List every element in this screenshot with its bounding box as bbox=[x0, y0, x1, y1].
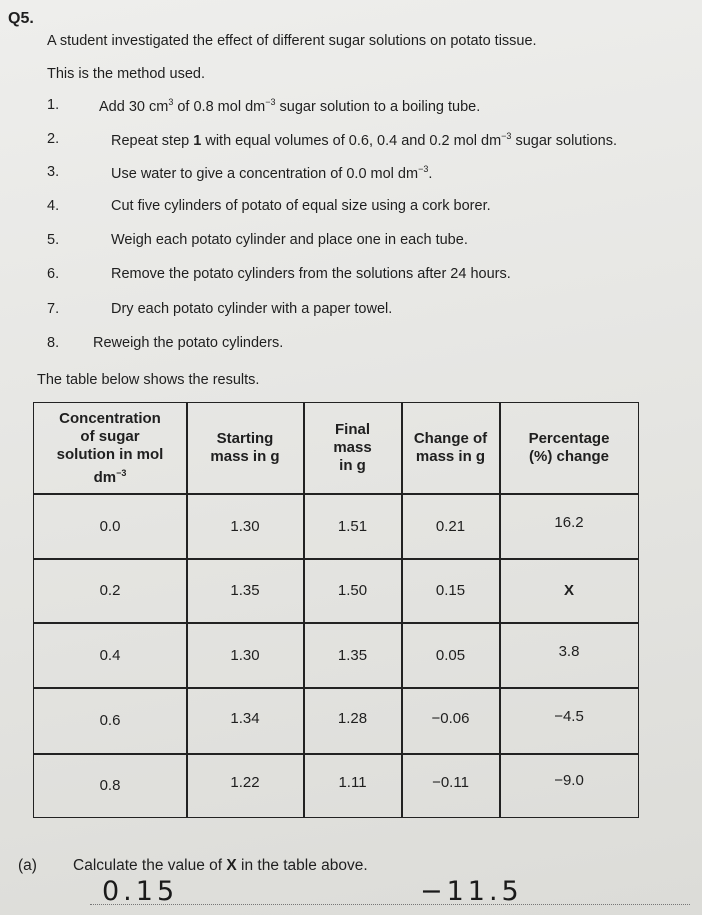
table-cell: 1.35 bbox=[337, 646, 368, 664]
step-text: Use water to give a concentration of 0.0 mol $dm^{-3}$. bbox=[111, 164, 433, 182]
table-cell: −0.11 bbox=[432, 773, 469, 791]
table-cell: −4.5 bbox=[554, 707, 584, 725]
table-cell: 1.11 bbox=[338, 773, 367, 791]
table-cell: 0.4 bbox=[99, 646, 121, 664]
table-cell: 1.30 bbox=[230, 646, 260, 664]
table-intro: The table below shows the results. bbox=[37, 372, 260, 388]
handwritten-answer-2: −11.5 bbox=[420, 876, 523, 907]
step-text: Remove the potato cylinders from the solutions after 24 hours. bbox=[111, 266, 511, 282]
step-text: Cut five cylinders of potato of equal size using a cork borer. bbox=[111, 198, 491, 214]
step-number: 4. bbox=[47, 198, 60, 214]
table-cell: 0.0 bbox=[99, 517, 121, 535]
header-change-of-mass: Change of mass in g bbox=[413, 430, 488, 465]
step-text: Dry each potato cylinder with a paper towel. bbox=[111, 301, 393, 317]
header-starting-mass: Starting mass in g bbox=[210, 430, 280, 465]
table-cell: 0.8 bbox=[99, 776, 121, 794]
question-number: Q5. bbox=[8, 10, 34, 27]
table-cell: 1.34 bbox=[230, 709, 260, 727]
step-text: Add 30 $cm^3$ of 0.8 mol $dm^{-3}$ sugar solution to a boiling tube. bbox=[99, 97, 481, 115]
results-table bbox=[33, 402, 639, 818]
table-cell: 1.51 bbox=[337, 517, 368, 535]
step-number: 2. bbox=[47, 131, 60, 147]
table-cell: 1.28 bbox=[337, 709, 368, 727]
table-cell: 0.2 bbox=[99, 582, 121, 599]
table-cell: 3.8 bbox=[558, 642, 580, 660]
part-a-text: Calculate the value of X in the table above. bbox=[73, 857, 368, 874]
step-number: 6. bbox=[47, 266, 60, 282]
table-cell: 0.6 bbox=[99, 712, 121, 729]
step-number: 5. bbox=[47, 232, 60, 248]
table-cell: 0.15 bbox=[435, 582, 466, 599]
table-cell: 1.22 bbox=[230, 773, 260, 791]
header-final-mass: Final mass in g bbox=[333, 421, 372, 474]
table-cell: 1.35 bbox=[230, 582, 260, 599]
method-intro: This is the method used. bbox=[47, 66, 205, 82]
answer-line bbox=[90, 904, 690, 905]
table-cell: 0.21 bbox=[435, 517, 466, 535]
table-cell: 1.50 bbox=[337, 582, 368, 599]
step-text: Weigh each potato cylinder and place one in each tube. bbox=[111, 232, 468, 248]
step-number: 1. bbox=[47, 97, 60, 113]
table-cell: 1.30 bbox=[230, 517, 260, 535]
step-number: 7. bbox=[47, 301, 60, 317]
header-percentage-change: Percentage (%) change bbox=[528, 430, 610, 465]
step-text: Reweigh the potato cylinders. bbox=[93, 335, 284, 351]
handwritten-answer-1: 0.15 bbox=[102, 876, 179, 907]
table-cell: −9.0 bbox=[554, 771, 584, 789]
table-cell-x: X bbox=[563, 582, 574, 599]
question-intro: A student investigated the effect of different sugar solutions on potato tissue. bbox=[47, 33, 537, 49]
part-label: (a) bbox=[18, 857, 37, 874]
table-cell: −0.06 bbox=[431, 709, 470, 727]
header-concentration: Concentration of sugar solution in mol $dm^{-3}$ bbox=[56, 409, 164, 486]
table-cell: 16.2 bbox=[554, 513, 584, 531]
step-text: Repeat step 1 with equal volumes of 0.6, 0.4 and 0.2 mol $dm^{-3}$ sugar solutions. bbox=[111, 131, 618, 149]
table-cell: 0.05 bbox=[435, 646, 466, 664]
step-number: 8. bbox=[47, 335, 60, 351]
step-number: 3. bbox=[47, 164, 60, 180]
